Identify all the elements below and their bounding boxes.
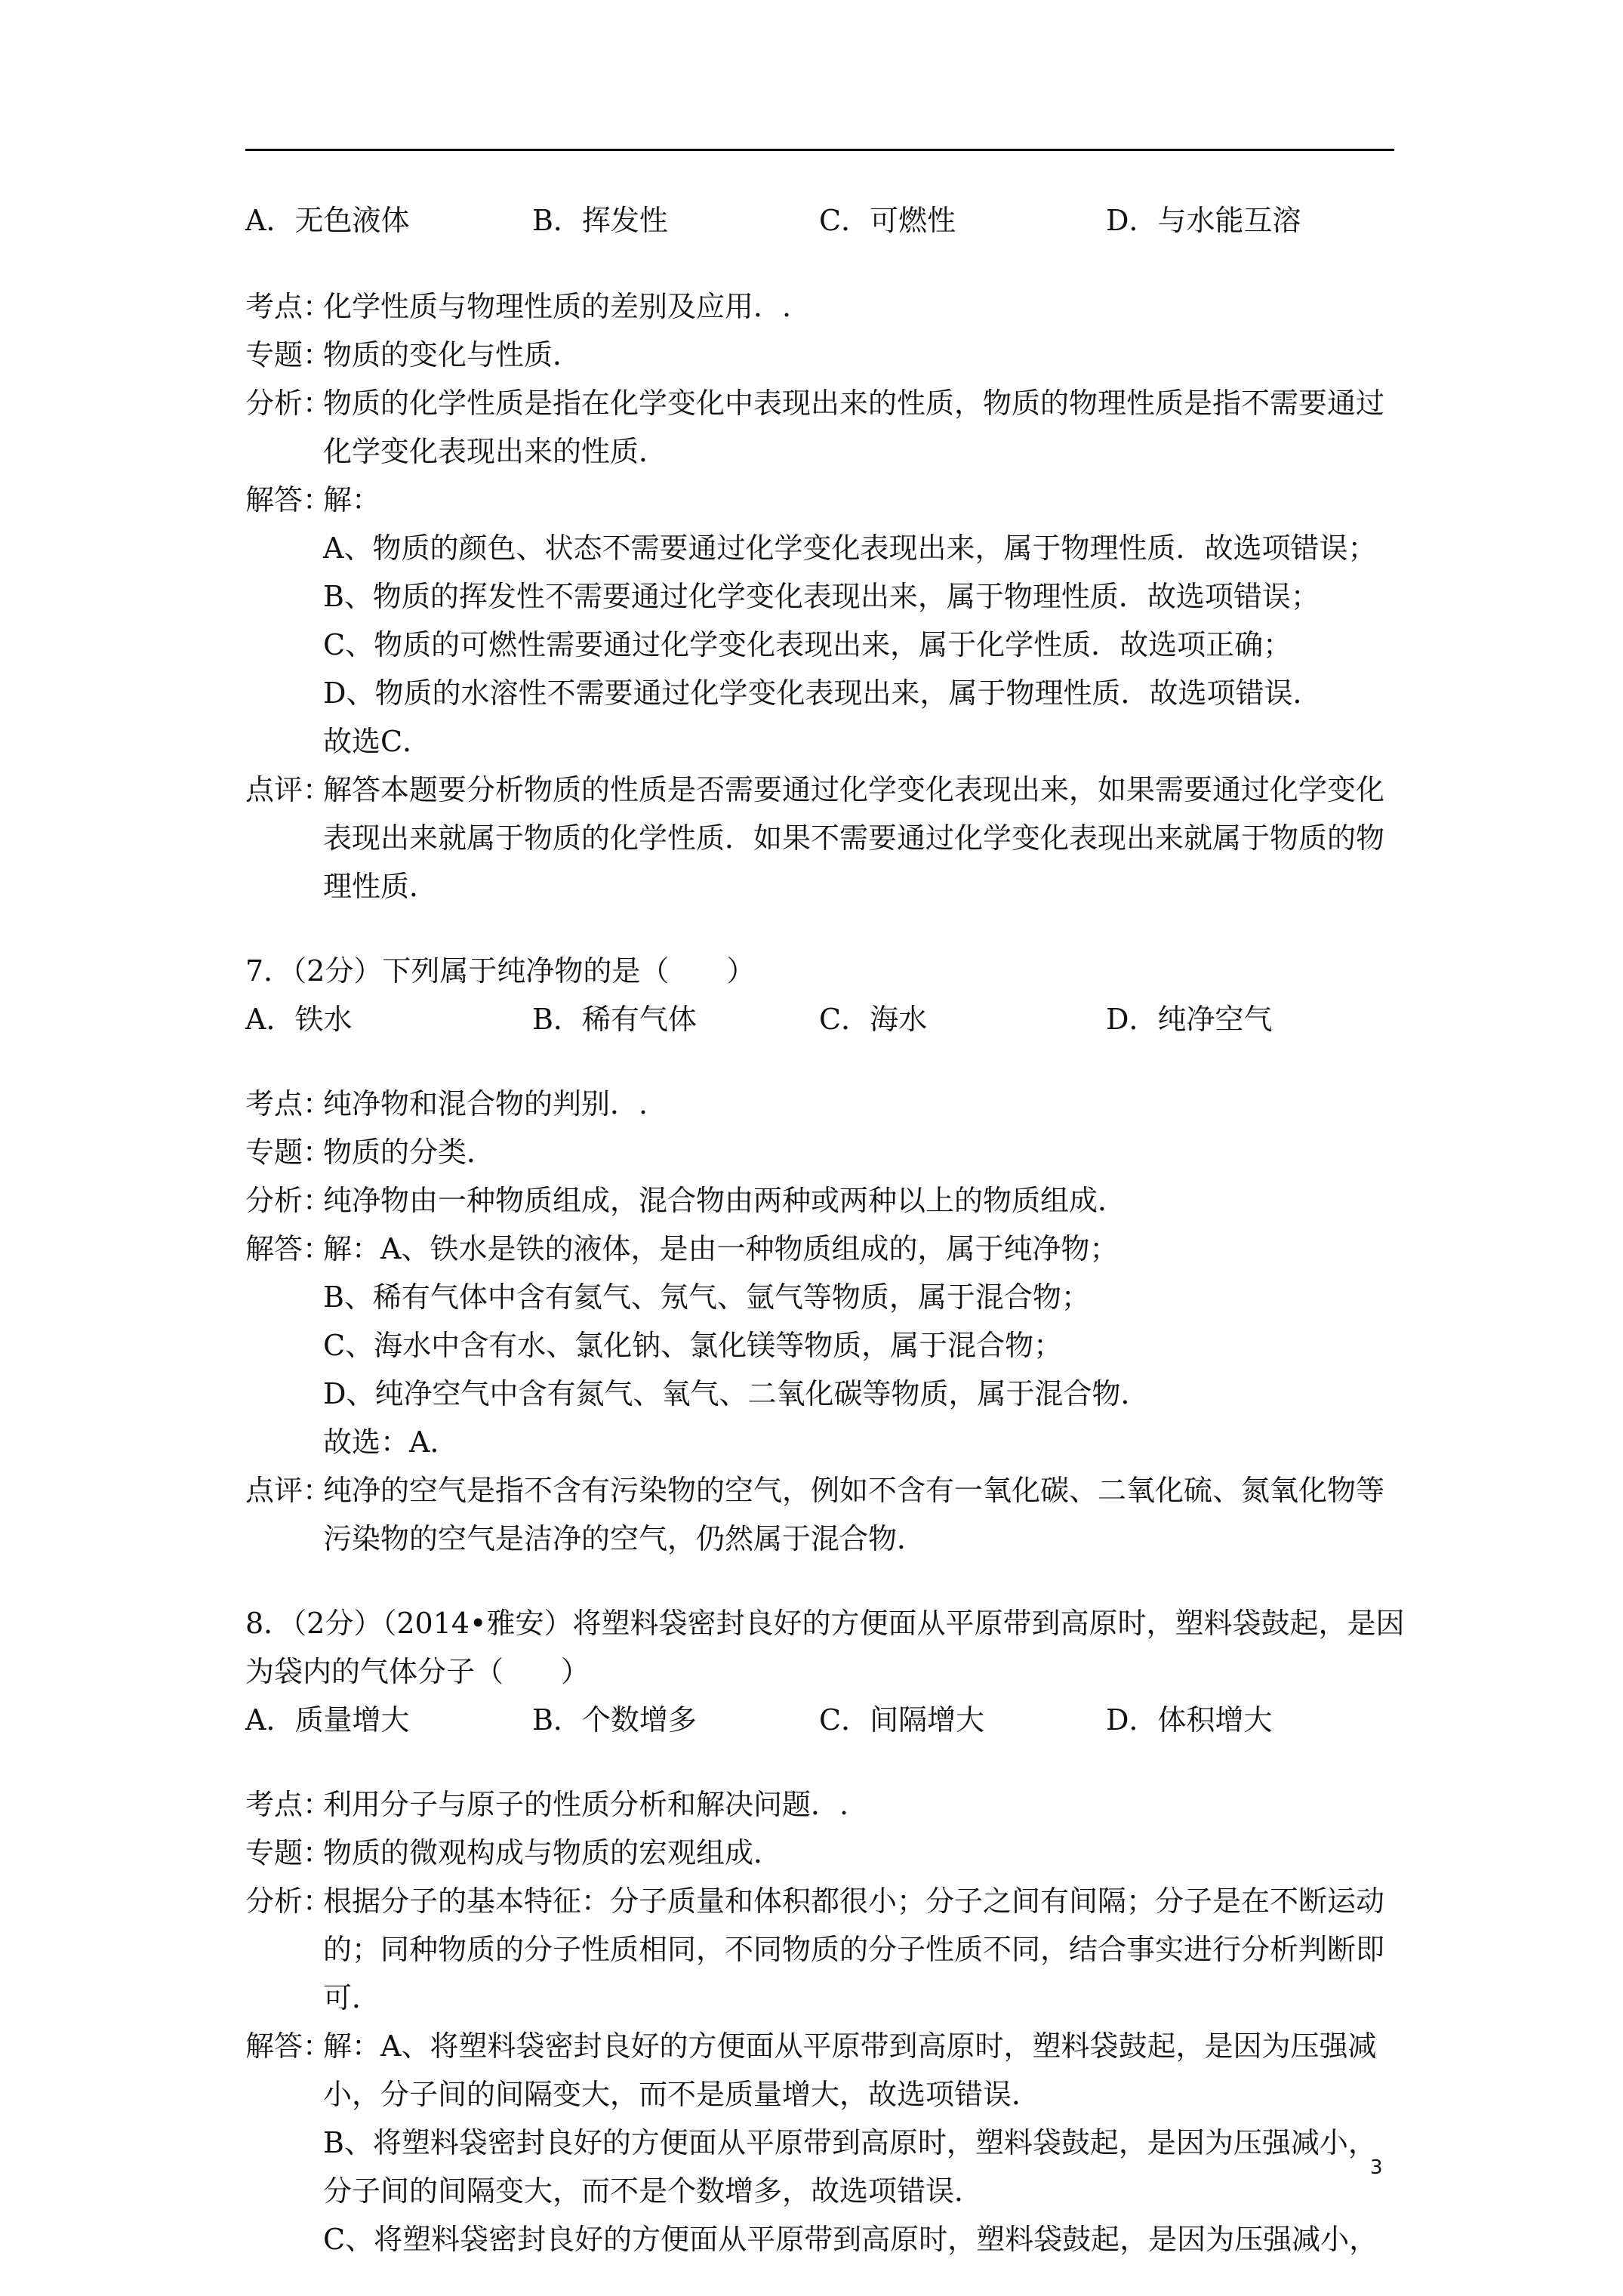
q6-options <box>245 196 1394 245</box>
q6-option-d: D．与水能互溶 <box>1106 204 1301 237</box>
q7-option-d: D．纯净空气 <box>1106 1003 1273 1036</box>
q6-option-c: C．可燃性 <box>819 204 956 237</box>
kaodian-text: 利用分子与原子的性质分析和解决问题．. <box>323 1788 849 1821</box>
fenxi-label: 分析： <box>245 1885 332 1918</box>
q7-dianping <box>245 1466 1394 1563</box>
page-content <box>245 196 1405 2264</box>
jieda-first: 解： <box>323 483 381 516</box>
q8-stem-line: 为袋内的气体分子（ ） <box>245 1655 590 1688</box>
fenxi-line: 化学变化表现出来的性质． <box>323 435 668 468</box>
zhuanti-label: 专题： <box>245 1836 332 1869</box>
dianping-line: 表现出来就属于物质的化学性质．如果不需要通过化学变化表现出来就属于物质的物 <box>323 821 1385 855</box>
q8-kaodian <box>245 1780 1394 1829</box>
page-number: 3 <box>1370 2156 1383 2179</box>
fenxi-line: 物质的化学性质是指在化学变化中表现出来的性质，物质的物理性质是指不需要通过 <box>323 387 1385 420</box>
q8-zhuanti <box>245 1829 1394 1877</box>
q7-zhuanti <box>245 1128 1394 1176</box>
zhuanti-text: 物质的分类． <box>323 1136 496 1169</box>
dianping-line: 污染物的空气是洁净的空气，仍然属于混合物． <box>323 1522 926 1555</box>
jieda-line: B、稀有气体中含有氦气、氖气、氩气等物质，属于混合物； <box>323 1281 1090 1314</box>
fenxi-label: 分析： <box>245 387 332 420</box>
q6-kaodian <box>245 282 1394 331</box>
dianping-line: 解答本题要分析物质的性质是否需要通过化学变化表现出来，如果需要通过化学变化 <box>323 773 1385 806</box>
jieda-line: B、物质的挥发性不需要通过化学变化表现出来，属于物理性质．故选项错误； <box>323 580 1320 613</box>
jieda-line: 分子间的间隔变大，而不是个数增多，故选项错误． <box>323 2174 984 2208</box>
q6-option-b: B．挥发性 <box>532 204 668 237</box>
zhuanti-text: 物质的变化与性质． <box>323 338 582 371</box>
q7-jieda <box>245 1225 1394 1273</box>
jieda-line: 故选C． <box>323 725 432 758</box>
jieda-line: B、将塑料袋密封良好的方便面从平原带到高原时，塑料袋鼓起，是因为压强减小， <box>323 2126 1377 2159</box>
q7-fenxi <box>245 1176 1394 1225</box>
q8-option-c: C．间隔增大 <box>819 1703 985 1737</box>
jieda-label: 解答： <box>245 2029 332 2063</box>
jieda-line: 小，分子间的间隔变大，而不是质量增大，故选项错误． <box>323 2078 1041 2111</box>
q8-options <box>245 1696 1394 1744</box>
header-rule <box>245 149 1394 151</box>
jieda-line: 故选：A． <box>323 1425 459 1459</box>
dianping-line: 理性质． <box>323 870 439 903</box>
zhuanti-label: 专题： <box>245 338 332 371</box>
kaodian-label: 考点： <box>245 1087 332 1120</box>
zhuanti-label: 专题： <box>245 1136 332 1169</box>
q7-option-b: B．稀有气体 <box>532 1003 697 1036</box>
q6-fenxi <box>245 379 1394 476</box>
jieda-line: D、物质的水溶性不需要通过化学变化表现出来，属于物理性质．故选项错误． <box>323 676 1322 710</box>
q6-jieda <box>245 476 1394 524</box>
jieda-line: C、将塑料袋密封良好的方便面从平原带到高原时，塑料袋鼓起，是因为压强减小， <box>323 2223 1378 2256</box>
fenxi-line: 的；同种物质的分子性质相同，不同物质的分子性质不同，结合事实进行分析判断即 <box>323 1933 1385 1966</box>
fenxi-line: 根据分子的基本特征：分子质量和体积都很小；分子之间有间隔；分子是在不断运动 <box>323 1885 1385 1918</box>
jieda-first: 解：A、铁水是铁的液体，是由一种物质组成的，属于纯净物； <box>323 1232 1119 1265</box>
q8-jieda <box>245 2022 1394 2264</box>
q6-option-a: A．无色液体 <box>245 204 410 237</box>
zhuanti-text: 物质的微观构成与物质的宏观组成． <box>323 1836 783 1869</box>
jieda-line: D、纯净空气中含有氮气、氧气、二氧化碳等物质，属于混合物． <box>323 1377 1150 1410</box>
q8-option-a: A．质量增大 <box>245 1703 410 1737</box>
q7-option-a: A．铁水 <box>245 1003 353 1036</box>
kaodian-label: 考点： <box>245 1788 332 1821</box>
jieda-label: 解答： <box>245 1232 332 1265</box>
q6-dianping <box>245 766 1394 911</box>
jieda-line: C、物质的可燃性需要通过化学变化表现出来，属于化学性质．故选项正确； <box>323 628 1292 661</box>
jieda-line: A、物质的颜色、状态不需要通过化学变化表现出来，属于物理性质．故选项错误； <box>323 532 1377 565</box>
q7-kaodian <box>245 1080 1394 1128</box>
q6-zhuanti <box>245 331 1394 379</box>
fenxi-label: 分析： <box>245 1184 332 1217</box>
q8-fenxi <box>245 1877 1394 2022</box>
kaodian-text: 化学性质与物理性质的差别及应用．. <box>323 290 792 323</box>
q7-option-c: C．海水 <box>819 1003 928 1036</box>
jieda-label: 解答： <box>245 483 332 516</box>
q8-stem-line: 8．（2分）（2014•雅安）将塑料袋密封良好的方便面从平原带到高原时，塑料袋鼓起，是因 <box>245 1607 1405 1640</box>
q8-option-d: D．体积增大 <box>1106 1703 1273 1737</box>
q7-stem: 7．（2分）下列属于纯净物的是（ ） <box>245 954 756 988</box>
fenxi-text: 纯净物由一种物质组成，混合物由两种或两种以上的物质组成． <box>323 1184 1127 1217</box>
dianping-label: 点评： <box>245 1474 332 1507</box>
jieda-line: C、海水中含有水、氯化钠、氯化镁等物质，属于混合物； <box>323 1329 1063 1362</box>
dianping-label: 点评： <box>245 773 332 806</box>
q7-options <box>245 995 1394 1043</box>
q8-option-b: B．个数增多 <box>532 1703 697 1737</box>
kaodian-label: 考点： <box>245 290 332 323</box>
dianping-line: 纯净的空气是指不含有污染物的空气，例如不含有一氧化碳、二氧化硫、氮氧化物等 <box>323 1474 1385 1507</box>
fenxi-line: 可． <box>323 1981 381 2014</box>
kaodian-text: 纯净物和混合物的判别．. <box>323 1087 648 1120</box>
jieda-line: 解：A、将塑料袋密封良好的方便面从平原带到高原时，塑料袋鼓起，是因为压强减 <box>323 2029 1377 2063</box>
